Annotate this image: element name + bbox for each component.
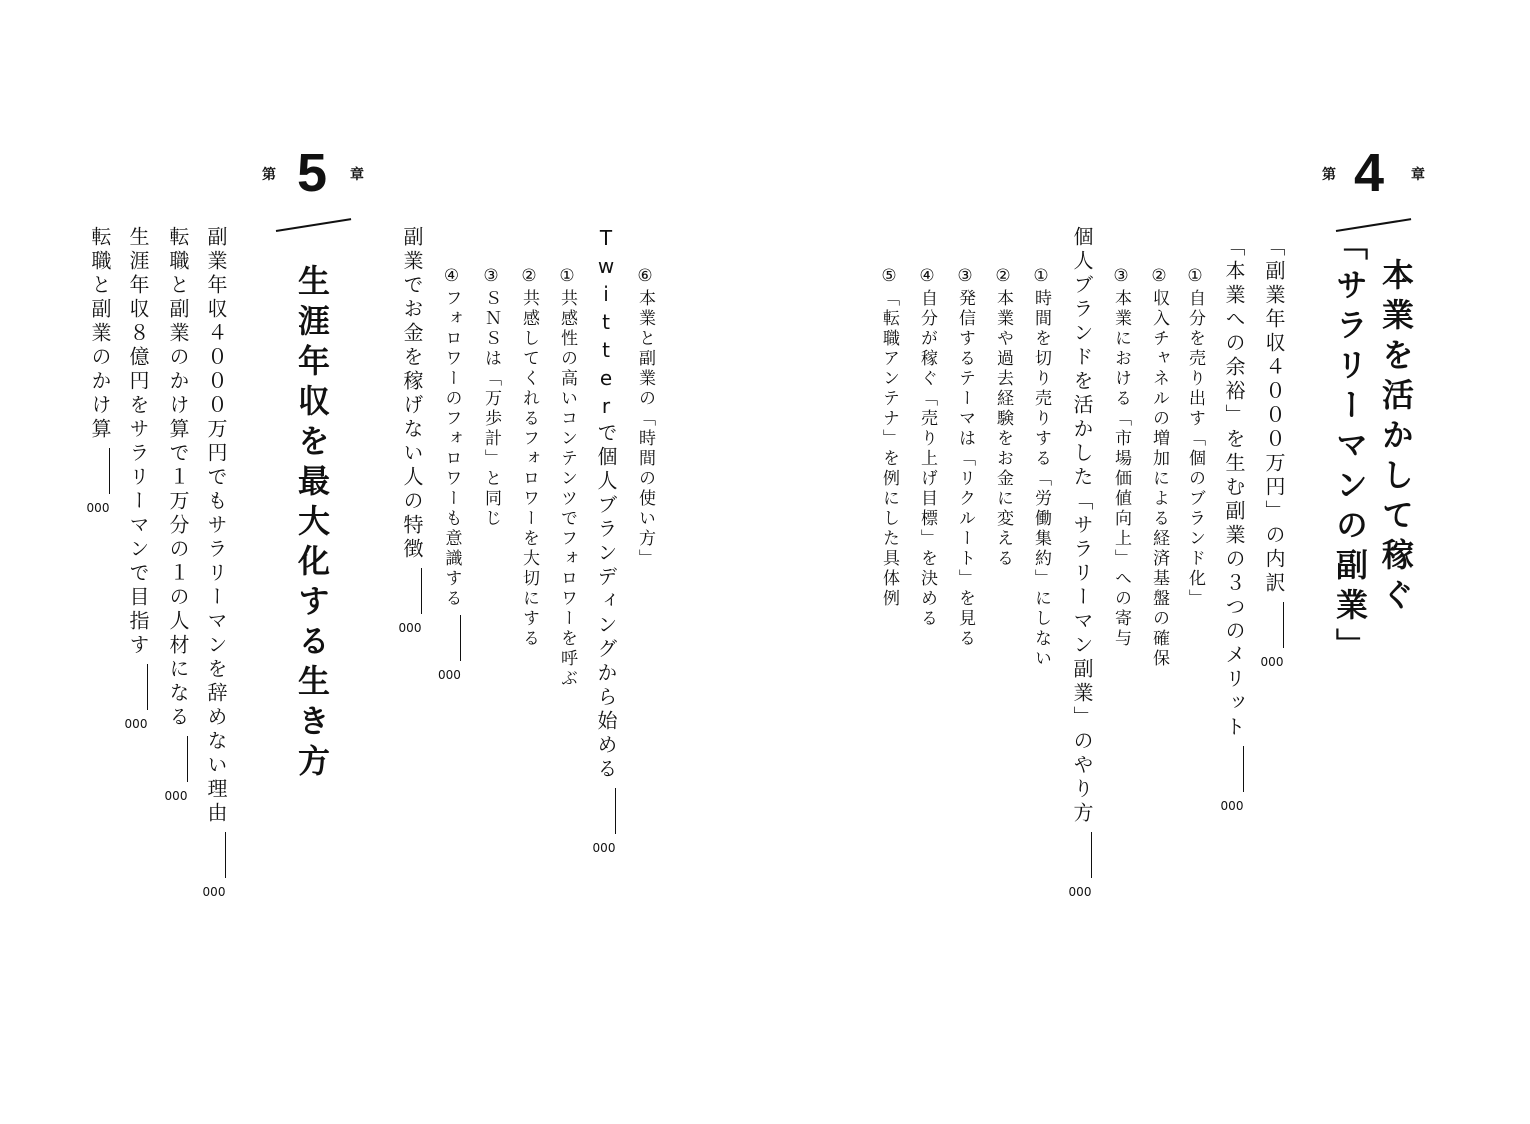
chapter5-number: 5 — [297, 143, 328, 203]
toc-page-number: 000 — [398, 621, 422, 635]
chapter5-toc-entry — [86, 226, 112, 515]
toc-leader-line — [1091, 832, 1092, 878]
chapter5-toc-entry — [438, 266, 462, 682]
chapter5-toc-entry — [482, 266, 499, 529]
chapter5-toc-entry — [202, 226, 228, 899]
chapter5-label-suffix: 章 — [350, 167, 364, 183]
toc-entry-text: 「本業への余裕」を生む副業の３つのメリット — [1222, 236, 1246, 740]
toc-entry-text: ①共感性の高いコンテンツでフォロワーを呼ぶ — [557, 266, 577, 689]
toc-page-number: 000 — [86, 501, 110, 515]
chapter4-toc-entry — [1112, 266, 1129, 649]
toc-leader-line — [187, 736, 188, 782]
chapter4-toc-entry — [1186, 266, 1203, 609]
chapter5-toc-entry — [636, 266, 653, 569]
toc-entry-text: ③本業における「市場価値向上」への寄与 — [1111, 266, 1131, 649]
toc-leader-line — [1243, 746, 1244, 792]
toc-leader-line — [147, 664, 148, 710]
chapter5-label-prefix: 第 — [262, 167, 276, 183]
toc-leader-line — [109, 448, 110, 494]
chapter5-toc-entry — [558, 266, 575, 689]
toc-page-number: 000 — [1068, 885, 1092, 899]
toc-entry-text: ④自分が稼ぐ「売り上げ目標」を決める — [917, 266, 937, 629]
toc-entry-text: ②共感してくれるフォロワーを大切にする — [519, 266, 539, 649]
chapter4-toc-entry — [1032, 266, 1049, 669]
toc-entry-text: ①自分を売り出す「個のブランド化」 — [1185, 266, 1205, 609]
chapter5-rule — [276, 218, 351, 232]
toc-leader-line — [1283, 602, 1284, 648]
chapter4-toc-entry — [994, 266, 1011, 569]
toc-page-number: 000 — [438, 668, 461, 682]
chapter4-label-suffix: 章 — [1411, 167, 1425, 183]
chapter4-title-line2: 「サラリーマンの副業」 — [1331, 228, 1369, 668]
toc-entry-text: ②収入チャネルの増加による経済基盤の確保 — [1149, 266, 1169, 669]
chapter5-title-line1: 生涯年収を最大化する生き方 — [293, 264, 331, 784]
toc-page-number: 000 — [1220, 799, 1244, 813]
toc-entry-text: 転職と副業のかけ算 — [88, 226, 112, 442]
chapter4-toc-entry — [1068, 226, 1094, 899]
toc-page-number: 000 — [202, 885, 226, 899]
toc-page-number: 000 — [1260, 655, 1284, 669]
toc-page-number: 000 — [592, 841, 616, 855]
toc-entry-text: ⑤「転職アンテナ」を例にした具体例 — [879, 266, 899, 609]
toc-entry-text: ③発信するテーマは「リクルート」を見る — [955, 266, 975, 649]
toc-page-number: 000 — [124, 717, 148, 731]
toc-leader-line — [225, 832, 226, 878]
toc-leader-line — [421, 568, 422, 614]
toc-entry-text: Twitterで個人ブランディングから始める — [594, 226, 618, 782]
chapter5-toc-entry — [520, 266, 537, 649]
chapter4-toc-entry — [918, 266, 935, 629]
toc-entry-text: ③ＳＮＳは「万歩計」と同じ — [481, 266, 501, 529]
toc-entry-text: 副業年収４０００万円でもサラリーマンを辞めない理由 — [204, 226, 228, 826]
chapter5-toc-entry — [124, 226, 150, 731]
toc-entry-text: 「副業年収４０００万円」の内訳 — [1262, 236, 1286, 596]
chapter4-title-line1: 本業を活かして稼ぐ — [1377, 258, 1415, 618]
toc-entry-text: ①時間を切り売りする「労働集約」にしない — [1031, 266, 1051, 669]
chapter5-toc-entry — [164, 226, 190, 803]
chapter4-number: 4 — [1354, 143, 1385, 203]
toc-entry-text: 個人ブランドを活かした「サラリーマン副業」のやり方 — [1070, 226, 1094, 826]
toc-entry-text: ⑥本業と副業の「時間の使い方」 — [635, 266, 655, 569]
chapter5-toc-entry — [592, 226, 618, 855]
toc-entry-text: 副業でお金を稼げない人の特徴 — [400, 226, 424, 562]
chapter4-toc-entry — [1220, 236, 1246, 813]
toc-entry-text: ④フォロワーのフォロワーも意識する — [441, 266, 462, 609]
toc-entry-text: ②本業や過去経験をお金に変える — [993, 266, 1013, 569]
toc-leader-line — [460, 615, 461, 661]
chapter4-toc-entry — [880, 266, 897, 609]
chapter4-toc-entry — [956, 266, 973, 649]
chapter4-label-prefix: 第 — [1322, 167, 1336, 183]
toc-leader-line — [615, 788, 616, 834]
chapter5-toc-entry — [398, 226, 424, 635]
chapter4-toc-entry — [1260, 236, 1286, 669]
toc-page-number: 000 — [164, 789, 188, 803]
toc-entry-text: 生涯年収８億円をサラリーマンで目指す — [126, 226, 150, 658]
toc-entry-text: 転職と副業のかけ算で１万分の１の人材になる — [166, 226, 190, 730]
chapter4-toc-entry — [1150, 266, 1167, 669]
